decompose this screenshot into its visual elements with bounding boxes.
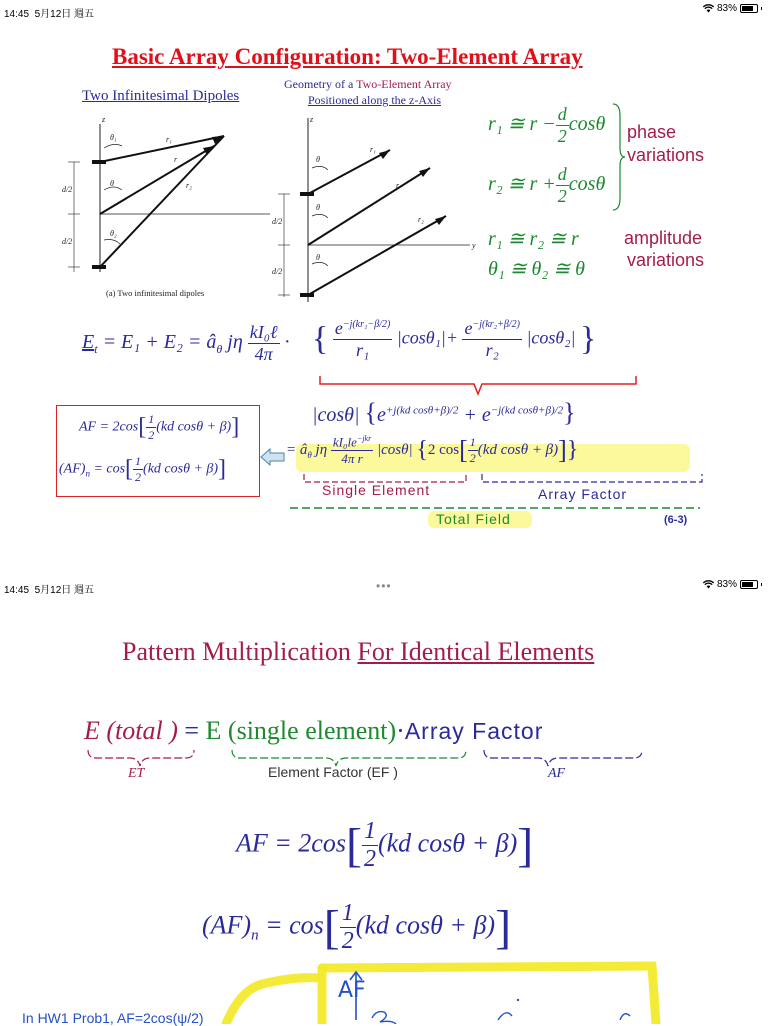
theta-label-2b: θ — [316, 203, 320, 212]
homework-note: In HW1 Prob1, AF=2cos(ψ/2) — [22, 1010, 204, 1026]
theta1-label: θ₁ — [110, 133, 117, 142]
phase-variations-label: variations — [627, 145, 705, 165]
total-field-label: Total Field — [436, 511, 511, 527]
phase-label: phase — [627, 122, 677, 142]
r-label: r — [174, 155, 178, 164]
multitask-dots[interactable]: ••• — [376, 579, 392, 593]
amplitude-label: amplitude — [624, 228, 703, 248]
z-axis-label: z — [102, 115, 106, 124]
d2-label-lower: d/2 — [62, 237, 73, 246]
wifi-icon — [703, 4, 714, 13]
normalized-af-equation: $(AF)_n = \cos$[ $\frac{1}{2}$ (kd cosθ + β)] — [202, 900, 512, 954]
af-equation: AF = 2cos[ $\frac{1}{2}$ (kd cosθ + β)] — [236, 818, 534, 872]
d2-label-upper: d/2 — [62, 185, 73, 194]
brace-label-EF: Element Factor (EF ) — [268, 764, 398, 780]
status-bar-top — [0, 0, 768, 20]
left-arrow-icon — [260, 448, 286, 466]
handwritten-af: AF — [338, 978, 366, 1003]
af-box-eq2: $(AF)_n = \cos$[ $\frac{1}{2}$ (kd cosθ + β)] — [59, 454, 227, 484]
d2-label-2b: d/2 — [272, 267, 283, 276]
theta-label-2c: θ — [316, 253, 320, 262]
brace-label-AF: AF — [548, 766, 566, 781]
status-time-2: 14:45 5月12日 週五 — [4, 585, 95, 596]
phase-brace — [612, 102, 626, 212]
wifi-icon — [703, 580, 714, 589]
battery-icon — [740, 580, 758, 589]
battery-percent-2: 83% — [716, 579, 737, 590]
two-dipoles-figure — [62, 112, 282, 312]
y-axis-label: y — [472, 241, 476, 250]
main-field-equation: $E_t = E_1 + E_2$ = $â_\theta$ jη $\frac{\text{kI₀ℓ}}{4\pi}$ · — [82, 322, 290, 364]
brace-label-ET: ET — [128, 766, 145, 781]
eq-r1-approx: r₁ ≅ r − $\frac{d}{2}$ cosθ — [488, 104, 606, 146]
figure-caption: (a) Two infinitesimal dipoles — [106, 288, 205, 298]
factor-equation: |cosθ| $\{e^{+j(kd cos\theta+\beta)/2} + e^{-j(kd cos\theta+\beta)/2}\}$ — [312, 398, 576, 427]
array-factor-box — [56, 405, 260, 497]
r2-label: r₂ — [186, 181, 192, 190]
r1-label: r₁ — [166, 135, 172, 144]
r2-label-2: r₂ — [418, 215, 424, 224]
battery-icon — [740, 4, 758, 13]
status-right — [703, 3, 762, 14]
amplitude-variations-label: variations — [627, 250, 705, 270]
eq-r2-approx: r₂ ≅ r + $\frac{d}{2}$ cosθ — [488, 164, 606, 206]
r1-label-2: r₁ — [370, 145, 376, 154]
slide2-title: Pattern Multiplication For Identical Elements — [122, 637, 595, 666]
theta2-label: θ₂ — [110, 229, 117, 238]
geometry-caption-1: Geometry of a Two-Element Array — [284, 77, 452, 91]
theta-label-2a: θ — [316, 155, 320, 164]
af-box-eq1: AF = 2cos[ $\frac{1}{2}$ (kd cosθ + β)] — [79, 412, 240, 442]
equation-number: (6-3) — [664, 514, 688, 526]
battery-percent: 83% — [716, 3, 737, 14]
dipoles-caption: Two Infinitesimal Dipoles — [82, 88, 240, 104]
eq-r-equal: r₁ ≅ r₂ ≅ r — [488, 228, 579, 250]
eq-theta-equal: θ₁ ≅ θ₂ ≅ θ — [488, 258, 585, 280]
status-right-2 — [703, 579, 762, 590]
r-label-2: r — [396, 181, 400, 190]
slide1-title: Basic Array Configuration: Two-Element Array — [112, 44, 583, 69]
z-axis-label-2: z — [310, 115, 314, 124]
geometry-caption-2: Positioned along the z-Axis — [308, 93, 441, 107]
pattern-multiplication-equation: E (total ) = E (single element)·Array Factor — [84, 716, 544, 745]
single-element-label: Single Element — [322, 482, 431, 498]
bracketed-expression: { $\frac{e^{-j(kr_1-\beta/2)}}{\text{r₁}}$ |cosθ₁|+ $\frac{e^{-j(kr_2+\beta/2)}}{\text{r₂}}$ |cosθ₂| } — [312, 318, 597, 360]
red-brace — [318, 374, 638, 396]
z-axis-array-figure — [272, 112, 482, 312]
status-bar-mid — [0, 576, 768, 596]
total-field-equation: = $â_\theta$ jη $\frac{kI_0le^{-jkr}}{\text{4π r}}$ |cosθ| {2 cos[ $\frac{1}{2}$ (kd cosθ + β)]} — [286, 434, 579, 467]
array-factor-label: Array Factor — [538, 486, 628, 502]
status-time: 14:45 5月12日 週五 — [4, 9, 95, 20]
d2-label-2a: d/2 — [272, 217, 283, 226]
theta-label: θ — [110, 179, 114, 188]
